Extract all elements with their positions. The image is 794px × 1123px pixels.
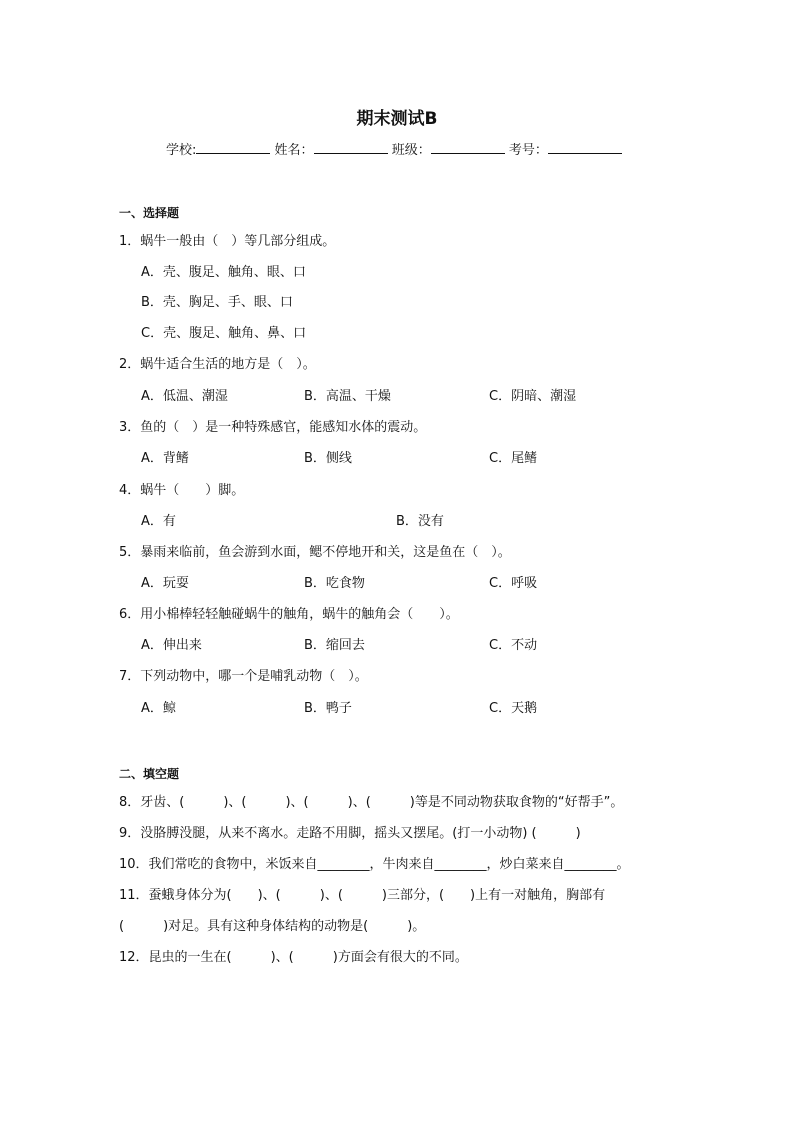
- question-stem: 7．下列动物中，哪一个是哺乳动物（ ）。: [119, 669, 368, 684]
- name-blank[interactable]: [314, 141, 388, 154]
- option: C．不动: [489, 638, 538, 653]
- section-heading-fill: 二、填空题: [119, 767, 180, 781]
- option: C．阴暗、潮湿: [489, 389, 577, 404]
- option: C．呼吸: [489, 576, 538, 591]
- question-stem: 3．鱼的（ ）是一种特殊感官，能感知水体的震动。: [119, 420, 427, 435]
- student-info-line: [166, 139, 622, 158]
- fill-question-line: 10．我们常吃的食物中，米饭来自________，牛肉来自________，炒白菜来自________。: [119, 857, 630, 872]
- school-label: 学校:: [166, 143, 197, 158]
- option: C．尾鳍: [489, 451, 538, 466]
- option: A．背鳍: [141, 451, 189, 466]
- question-stem: 4．蜗牛（ ）脚。: [119, 483, 245, 498]
- option: B．没有: [396, 514, 444, 529]
- option: A．有: [141, 514, 176, 529]
- fill-question-line: 9．没胳膊没腿，从来不离水。走路不用脚，摇头又摆尾。(打一小动物) ( ): [119, 826, 581, 841]
- option: B．吃食物: [304, 576, 365, 591]
- school-blank[interactable]: [196, 141, 270, 154]
- name-label: 姓名：: [274, 143, 314, 158]
- option: A．玩耍: [141, 576, 189, 591]
- option: B．高温、干燥: [304, 389, 391, 404]
- page-title: 期末测试B: [356, 109, 438, 129]
- option: C．天鹅: [489, 701, 538, 716]
- option: B．鸭子: [304, 701, 352, 716]
- section-heading-choice: 一、选择题: [119, 206, 180, 220]
- question-stem: 2．蜗牛适合生活的地方是（ ）。: [119, 357, 316, 372]
- class-label: 班级：: [391, 143, 431, 158]
- question-stem: 5．暴雨来临前，鱼会游到水面，鳃不停地开和关，这是鱼在（ ）。: [119, 545, 511, 560]
- fill-question-line: 12．昆虫的一生在( )、( )方面会有很大的不同。: [119, 950, 468, 965]
- number-blank[interactable]: [548, 141, 622, 154]
- class-blank[interactable]: [431, 141, 505, 154]
- question-stem: 6．用小棉棒轻轻触碰蜗牛的触角，蜗牛的触角会（ ）。: [119, 607, 459, 622]
- option: B．侧线: [304, 451, 352, 466]
- question-stem: 1．蜗牛一般由（ ）等几部分组成。: [119, 234, 336, 249]
- number-label: 考号：: [508, 143, 548, 158]
- option: B．缩回去: [304, 638, 365, 653]
- option: A．低温、潮湿: [141, 389, 228, 404]
- option: A．伸出来: [141, 638, 202, 653]
- fill-question-line: 8．牙齿、( )、( )、( )、( )等是不同动物获取食物的“好帮手”。: [119, 795, 624, 810]
- fill-question-line: 11．蚕蛾身体分为( )、( )、( )三部分，( )上有一对触角，胸部有: [119, 888, 606, 903]
- option: B．壳、胸足、手、眼、口: [141, 295, 293, 310]
- option: C．壳、腹足、触角、鼻、口: [141, 326, 307, 341]
- fill-question-line: ( )对足。具有这种身体结构的动物是( )。: [119, 919, 426, 934]
- option: A．鲸: [141, 701, 176, 716]
- option: A．壳、腹足、触角、眼、口: [141, 265, 306, 280]
